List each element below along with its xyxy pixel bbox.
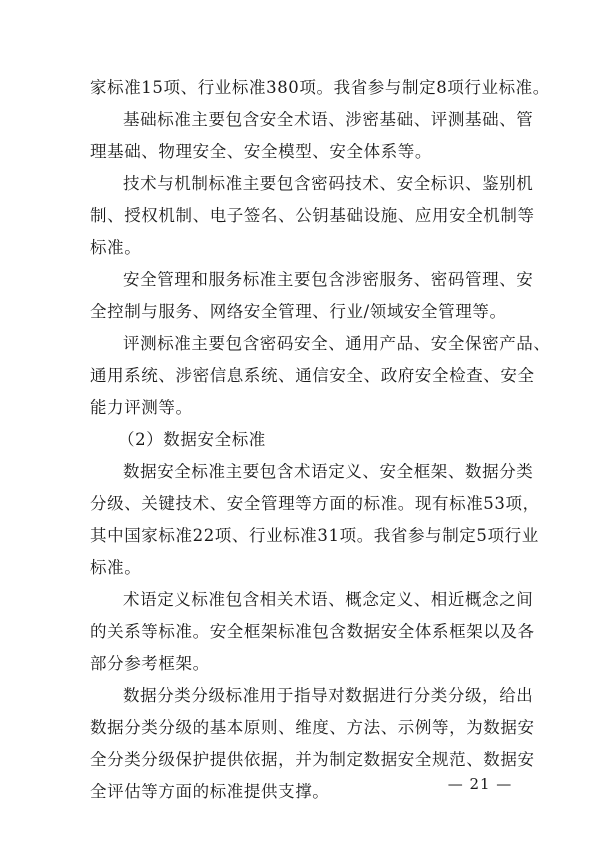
text-line: 的关系等标准。安全框架标准包含数据安全体系框架以及各 — [90, 622, 535, 641]
section-heading: （2）数据安全标准 — [118, 430, 266, 449]
text-line: 分级、关键技术、安全管理等方面的标准。现有标准53项， — [90, 494, 540, 513]
page-number: — 21 — — [447, 775, 513, 793]
text-line: 全评估等方面的标准提供支撑。 — [90, 782, 330, 801]
text-line: 数据分类分级的基本原则、维度、方法、示例等，为数据安 — [90, 718, 535, 737]
text-line: 理基础、物理安全、安全模型、安全体系等。 — [90, 142, 432, 161]
paragraph-start-line: 技术与机制标准主要包含密码技术、安全标识、鉴别机 — [123, 174, 534, 193]
text-line: 其中国家标准22项、行业标准31项。我省参与制定5项行业 — [90, 526, 539, 545]
text-line: 家标准15项、行业标准380项。我省参与制定8项行业标准。 — [90, 78, 550, 97]
text-line: 制、授权机制、电子签名、公钥基础设施、应用安全机制等 — [90, 206, 535, 225]
paragraph-start-line: 数据安全标准主要包含术语定义、安全框架、数据分类 — [123, 462, 534, 481]
paragraph-start-line: 数据分类分级标准用于指导对数据进行分类分级，给出 — [123, 686, 534, 705]
paragraph-start-line: 安全管理和服务标准主要包含涉密服务、密码管理、安 — [123, 270, 534, 289]
text-line: 通用系统、涉密信息系统、通信安全、政府安全检查、安全 — [90, 366, 535, 385]
text-line: 标准。 — [90, 558, 142, 577]
paragraph-start-line: 基础标准主要包含安全术语、涉密基础、评测基础、管 — [123, 110, 534, 129]
text-line: 全分类分级保护提供依据，并为制定数据安全规范、数据安 — [90, 750, 535, 769]
paragraph-start-line: 术语定义标准包含相关术语、概念定义、相近概念之间 — [123, 590, 534, 609]
text-line: 能力评测等。 — [90, 398, 193, 417]
text-line: 标准。 — [90, 238, 142, 257]
text-line: 全控制与服务、网络安全管理、行业/领域安全管理等。 — [90, 302, 507, 321]
paragraph-start-line: 评测标准主要包含密码安全、通用产品、安全保密产品、 — [123, 334, 551, 353]
text-line: 部分参考框架。 — [90, 654, 210, 673]
